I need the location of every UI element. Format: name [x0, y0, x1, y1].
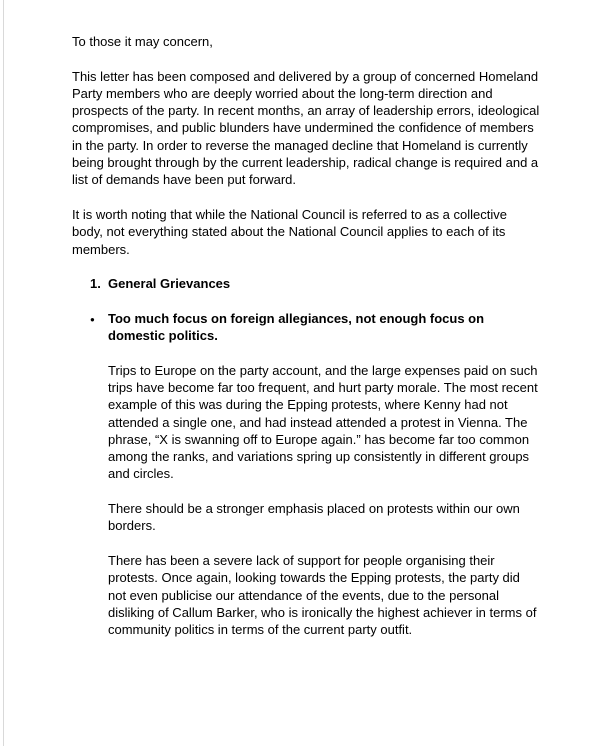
salutation: To those it may concern, — [72, 34, 213, 49]
section-heading-item — [90, 275, 540, 292]
grievance-title: Too much focus on foreign allegiances, not enough focus on domestic politics. — [108, 310, 485, 344]
grievance-bullet-item — [90, 310, 540, 345]
detail-paragraph-3: There has been a severe lack of support for people organising their protests. Once again, looking towards the Epping protests, the party did not even publicise our attendance of the events, due to the personal disliking of Callum Barker, who is ironically the highest achiever in terms of community politics in terms of the current party outfit. — [108, 552, 537, 638]
intro-paragraph-1: This letter has been composed and delivered by a group of concerned Homeland Party members who are deeply worried about the long-term direction and prospects of the party. In recent months, an array of leadership errors, ideological compromises, and public blunders have undermined the confidence of members in the party. In order to reverse the managed decline that Homeland is currently being brought through by the current leadership, radical change is required and a list of demands have been put forward. — [72, 68, 540, 188]
bullet-icon: ● — [90, 314, 95, 324]
section-title: General Grievances — [108, 276, 231, 292]
detail-paragraph-2: There should be a stronger emphasis placed on protests within our own borders. — [108, 501, 520, 534]
section-number: 1. — [90, 276, 101, 292]
intro-paragraph-2: It is worth noting that while the National Council is referred to as a collective body, not everything stated about the National Council applies to each of its members. — [72, 206, 507, 257]
detail-paragraph-1: Trips to Europe on the party account, and the large expenses paid on such trips have become far too frequent, and hurt party morale. The most recent example of this was during the Epping protests, where Kenny had not attended a single one, and had instead attended a protest in Vienna. The phrase, “X is swanning off to Europe again.” has become far too common among the ranks, and variations spring up consistently in different groups and circles. — [108, 362, 538, 482]
